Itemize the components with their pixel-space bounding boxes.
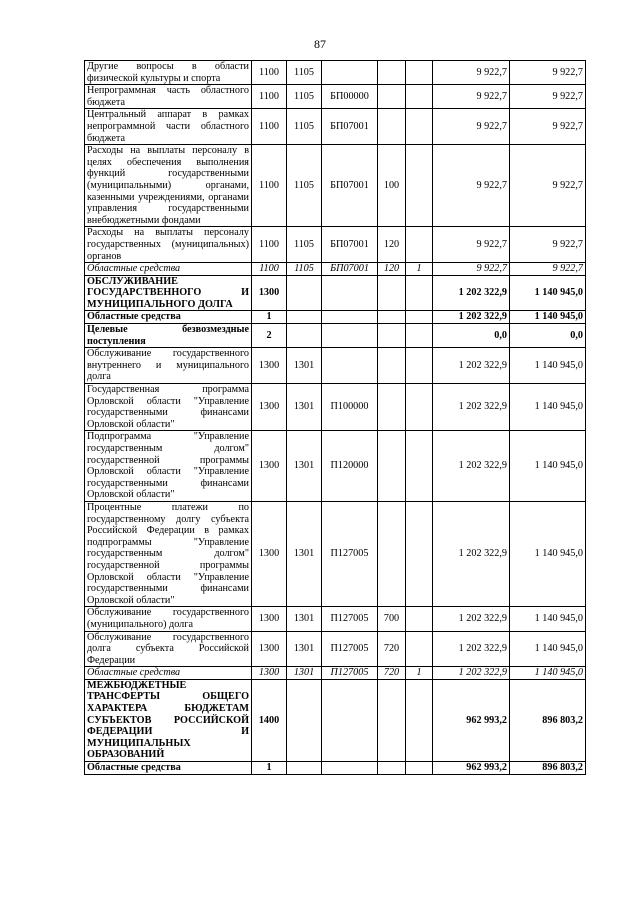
cell-expense-type — [378, 679, 406, 761]
cell-subsection: 1105 — [287, 263, 322, 276]
cell-amount-2: 1 140 945,0 — [510, 631, 586, 667]
cell-amount-1: 9 922,7 — [433, 227, 510, 263]
cell-amount-2: 9 922,7 — [510, 145, 586, 227]
cell-name: Процентные платежи по государственному долгу субъекта Российской Федерации в рамках подпрограммы "Управление государственным долгом" государственной программы Орловской области "Управление государственными финансами Орловской области" — [85, 501, 252, 606]
cell-subsection: 1105 — [287, 61, 322, 85]
cell-subsection — [287, 275, 322, 311]
cell-subsection — [287, 679, 322, 761]
table-row — [85, 384, 586, 431]
cell-amount-2: 1 140 945,0 — [510, 667, 586, 680]
cell-name: Областные средства — [85, 667, 252, 680]
budget-table — [84, 60, 586, 775]
cell-section: 1400 — [252, 679, 287, 761]
cell-section: 1100 — [252, 109, 287, 145]
cell-expense-type: 120 — [378, 263, 406, 276]
cell-funding-source — [406, 679, 433, 761]
cell-amount-2: 896 803,2 — [510, 762, 586, 775]
cell-subsection — [287, 762, 322, 775]
table-row — [85, 61, 586, 85]
cell-subsection: 1301 — [287, 667, 322, 680]
cell-section: 1 — [252, 311, 287, 324]
cell-funding-source — [406, 275, 433, 311]
cell-amount-2: 1 140 945,0 — [510, 607, 586, 631]
cell-amount-1: 9 922,7 — [433, 85, 510, 109]
cell-subsection: 1105 — [287, 227, 322, 263]
cell-target-article: БП07001 — [322, 109, 378, 145]
cell-amount-2: 1 140 945,0 — [510, 275, 586, 311]
table-row — [85, 501, 586, 606]
table-row — [85, 631, 586, 667]
table-row — [85, 85, 586, 109]
cell-name: Расходы на выплаты персоналу в целях обеспечения выполнения функций государственными (муниципальными) органами, казенными учреждениями, органами управления государственными внебюджетными фондами — [85, 145, 252, 227]
table-row — [85, 263, 586, 276]
table-row — [85, 607, 586, 631]
cell-expense-type: 720 — [378, 667, 406, 680]
cell-amount-1: 1 202 322,9 — [433, 667, 510, 680]
cell-subsection: 1105 — [287, 145, 322, 227]
cell-amount-2: 9 922,7 — [510, 227, 586, 263]
cell-funding-source: 1 — [406, 667, 433, 680]
cell-subsection: 1301 — [287, 631, 322, 667]
cell-target-article — [322, 61, 378, 85]
cell-funding-source — [406, 109, 433, 145]
cell-funding-source — [406, 384, 433, 431]
cell-section: 1300 — [252, 431, 287, 502]
cell-section: 1 — [252, 762, 287, 775]
cell-funding-source — [406, 348, 433, 384]
page-number: 87 — [314, 37, 326, 51]
table-row — [85, 348, 586, 384]
cell-section: 1300 — [252, 667, 287, 680]
cell-funding-source — [406, 324, 433, 348]
cell-section: 1100 — [252, 145, 287, 227]
cell-expense-type: 100 — [378, 145, 406, 227]
cell-amount-2: 9 922,7 — [510, 109, 586, 145]
cell-funding-source — [406, 431, 433, 502]
cell-target-article: БП00000 — [322, 85, 378, 109]
cell-expense-type — [378, 384, 406, 431]
table-row — [85, 145, 586, 227]
cell-amount-2: 1 140 945,0 — [510, 501, 586, 606]
cell-section: 1100 — [252, 227, 287, 263]
cell-section: 1300 — [252, 631, 287, 667]
cell-amount-2: 0,0 — [510, 324, 586, 348]
cell-expense-type — [378, 61, 406, 85]
cell-amount-1: 1 202 322,9 — [433, 275, 510, 311]
cell-name: Центральный аппарат в рамках непрограммной части областного бюджета — [85, 109, 252, 145]
cell-target-article — [322, 275, 378, 311]
cell-expense-type — [378, 109, 406, 145]
cell-funding-source — [406, 145, 433, 227]
table-row — [85, 311, 586, 324]
cell-expense-type — [378, 762, 406, 775]
cell-amount-2: 9 922,7 — [510, 61, 586, 85]
cell-funding-source — [406, 631, 433, 667]
table-body — [85, 61, 586, 775]
cell-amount-1: 962 993,2 — [433, 762, 510, 775]
cell-target-article: БП07001 — [322, 145, 378, 227]
cell-expense-type: 720 — [378, 631, 406, 667]
cell-target-article — [322, 762, 378, 775]
cell-name: Обслуживание государственного (муниципального) долга — [85, 607, 252, 631]
cell-amount-2: 896 803,2 — [510, 679, 586, 761]
table-row — [85, 667, 586, 680]
cell-amount-1: 9 922,7 — [433, 263, 510, 276]
cell-subsection: 1105 — [287, 85, 322, 109]
cell-target-article — [322, 311, 378, 324]
cell-section: 1300 — [252, 501, 287, 606]
cell-amount-1: 9 922,7 — [433, 61, 510, 85]
cell-expense-type — [378, 311, 406, 324]
cell-section: 2 — [252, 324, 287, 348]
cell-name: Обслуживание государственного долга субъекта Российской Федерации — [85, 631, 252, 667]
cell-target-article: П127005 — [322, 631, 378, 667]
cell-subsection: 1301 — [287, 348, 322, 384]
cell-funding-source — [406, 227, 433, 263]
cell-amount-1: 1 202 322,9 — [433, 348, 510, 384]
cell-section: 1300 — [252, 275, 287, 311]
cell-expense-type — [378, 501, 406, 606]
cell-target-article: П127005 — [322, 667, 378, 680]
cell-amount-1: 0,0 — [433, 324, 510, 348]
cell-funding-source — [406, 762, 433, 775]
cell-amount-1: 1 202 322,9 — [433, 607, 510, 631]
cell-subsection: 1301 — [287, 501, 322, 606]
cell-target-article: П127005 — [322, 607, 378, 631]
table-row — [85, 227, 586, 263]
cell-amount-2: 1 140 945,0 — [510, 311, 586, 324]
cell-name: Непрограммная часть областного бюджета — [85, 85, 252, 109]
cell-target-article: БП07001 — [322, 227, 378, 263]
cell-amount-2: 9 922,7 — [510, 85, 586, 109]
cell-subsection — [287, 311, 322, 324]
cell-expense-type — [378, 324, 406, 348]
table-row — [85, 275, 586, 311]
cell-subsection: 1301 — [287, 607, 322, 631]
cell-target-article: П127005 — [322, 501, 378, 606]
cell-amount-2: 1 140 945,0 — [510, 348, 586, 384]
table-row — [85, 324, 586, 348]
cell-funding-source — [406, 311, 433, 324]
table-row — [85, 109, 586, 145]
cell-subsection — [287, 324, 322, 348]
cell-target-article — [322, 348, 378, 384]
cell-name: Расходы на выплаты персоналу государственных (муниципальных) органов — [85, 227, 252, 263]
cell-section: 1100 — [252, 85, 287, 109]
cell-section: 1300 — [252, 348, 287, 384]
cell-name: Целевые безвозмездные поступления — [85, 324, 252, 348]
cell-target-article: П120000 — [322, 431, 378, 502]
cell-amount-1: 1 202 322,9 — [433, 631, 510, 667]
cell-target-article — [322, 679, 378, 761]
cell-target-article: БП07001 — [322, 263, 378, 276]
cell-name: Областные средства — [85, 762, 252, 775]
cell-name: Другие вопросы в области физической культуры и спорта — [85, 61, 252, 85]
cell-funding-source: 1 — [406, 263, 433, 276]
cell-expense-type — [378, 275, 406, 311]
table-row — [85, 431, 586, 502]
cell-name: Областные средства — [85, 311, 252, 324]
table-row — [85, 762, 586, 775]
cell-name: Областные средства — [85, 263, 252, 276]
cell-name: МЕЖБЮДЖЕТНЫЕ ТРАНСФЕРТЫ ОБЩЕГО ХАРАКТЕРА БЮДЖЕТАМ СУБЪЕКТОВ РОССИЙСКОЙ ФЕДЕРАЦИИ И МУНИЦИПАЛЬНЫХ ОБРАЗОВАНИЙ — [85, 679, 252, 761]
cell-expense-type — [378, 348, 406, 384]
cell-amount-1: 9 922,7 — [433, 145, 510, 227]
cell-amount-2: 1 140 945,0 — [510, 431, 586, 502]
cell-target-article — [322, 324, 378, 348]
cell-amount-1: 1 202 322,9 — [433, 311, 510, 324]
cell-funding-source — [406, 85, 433, 109]
cell-amount-2: 1 140 945,0 — [510, 384, 586, 431]
cell-amount-1: 1 202 322,9 — [433, 501, 510, 606]
cell-amount-1: 962 993,2 — [433, 679, 510, 761]
cell-name: Государственная программа Орловской области "Управление государственными финансами Орловской области" — [85, 384, 252, 431]
cell-amount-1: 9 922,7 — [433, 109, 510, 145]
cell-subsection: 1105 — [287, 109, 322, 145]
cell-subsection: 1301 — [287, 431, 322, 502]
cell-name: ОБСЛУЖИВАНИЕ ГОСУДАРСТВЕННОГО И МУНИЦИПАЛЬНОГО ДОЛГА — [85, 275, 252, 311]
cell-expense-type — [378, 85, 406, 109]
cell-section: 1300 — [252, 607, 287, 631]
cell-expense-type: 120 — [378, 227, 406, 263]
cell-funding-source — [406, 607, 433, 631]
cell-amount-2: 9 922,7 — [510, 263, 586, 276]
cell-amount-1: 1 202 322,9 — [433, 431, 510, 502]
cell-funding-source — [406, 501, 433, 606]
cell-expense-type: 700 — [378, 607, 406, 631]
cell-section: 1300 — [252, 384, 287, 431]
cell-name: Подпрограмма "Управление государственным долгом" государственной программы Орловской области "Управление государственными финансами Орловской области" — [85, 431, 252, 502]
cell-name: Обслуживание государственного внутреннего и муниципального долга — [85, 348, 252, 384]
cell-section: 1100 — [252, 263, 287, 276]
cell-funding-source — [406, 61, 433, 85]
cell-amount-1: 1 202 322,9 — [433, 384, 510, 431]
cell-expense-type — [378, 431, 406, 502]
table-row — [85, 679, 586, 761]
cell-section: 1100 — [252, 61, 287, 85]
cell-target-article: П100000 — [322, 384, 378, 431]
cell-subsection: 1301 — [287, 384, 322, 431]
